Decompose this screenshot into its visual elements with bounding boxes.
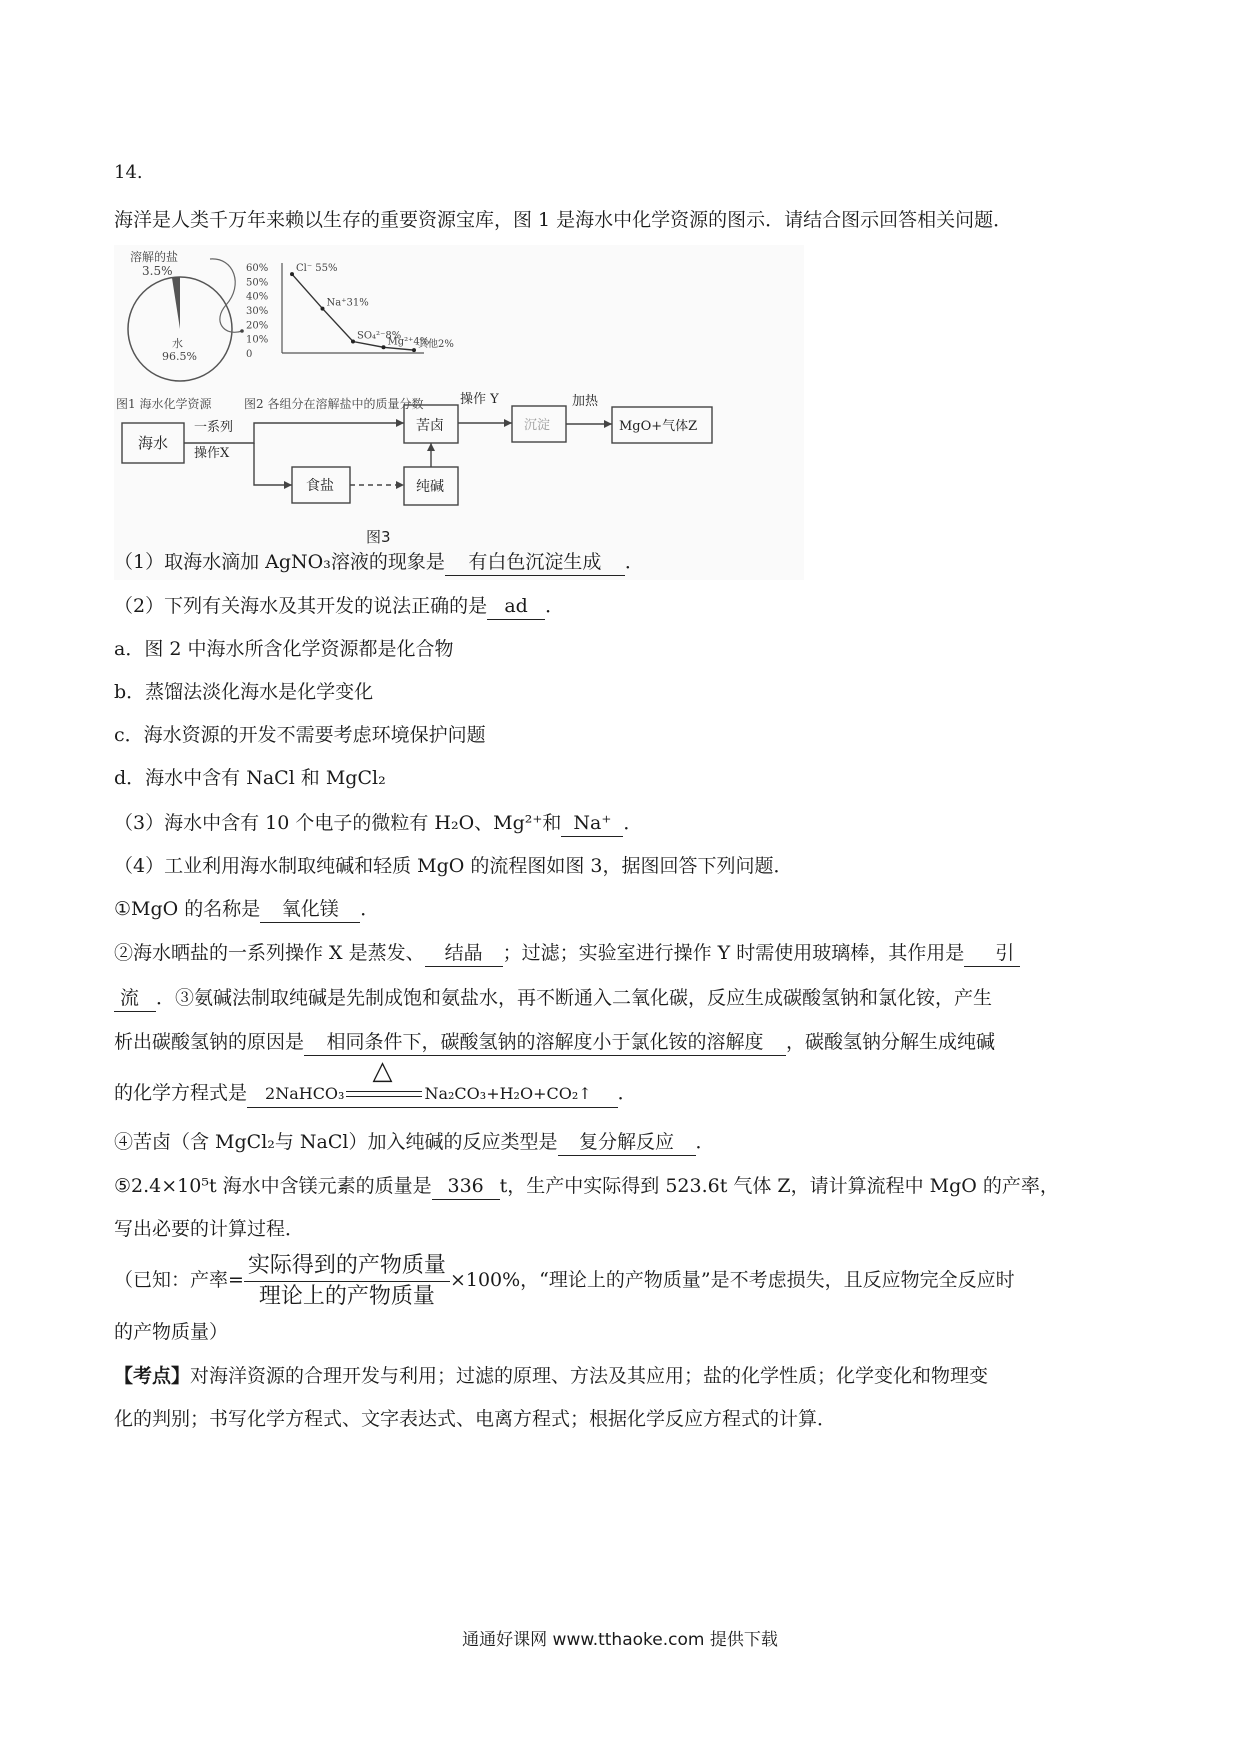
- flow-salt-label: 食盐: [306, 478, 334, 494]
- q3-text: （3）海水中含有 10 个电子的微粒有 H₂O、Mg²⁺和: [114, 812, 562, 834]
- eq-left: 2NaHCO₃: [265, 1084, 345, 1103]
- q4-2-line-c: [114, 1029, 995, 1056]
- fraction-denominator: 理论上的产物质量: [258, 1283, 435, 1309]
- option-b: b．蒸馏法淡化海水是化学变化: [114, 681, 374, 703]
- pie-caption: 图1 海水化学资源: [116, 397, 212, 411]
- flow-heat-label: 加热: [572, 394, 599, 409]
- q4-2-answer-a: 结晶: [425, 940, 503, 967]
- footer-text: 通通好课网 www.tthaoke.com 提供下载: [462, 1630, 778, 1650]
- q4-5-text-b: t，生产中实际得到 523.6t 气体 Z，请计算流程中 MgO 的产率，: [499, 1175, 1059, 1197]
- pie-label-water: 水: [172, 337, 183, 350]
- fraction-numerator: 实际得到的产物质量: [244, 1251, 450, 1282]
- q4-1-answer: 氧化镁: [260, 896, 360, 923]
- q1-text: （1）取海水滴加 AgNO₃溶液的现象是: [114, 551, 445, 573]
- option-a: a．图 2 中海水所含化学资源都是化合物: [114, 638, 454, 660]
- pie-water-pct: 96.5%: [162, 350, 197, 363]
- option-d: d．海水中含有 NaCl 和 MgCl₂: [114, 767, 386, 789]
- q4-line: （4）工业利用海水制取纯碱和轻质 MgO 的流程图如图 3，据图回答下列问题．: [114, 855, 793, 877]
- q2-line: [114, 593, 564, 620]
- yield-fraction: [244, 1251, 450, 1312]
- chart-point-label: Cl⁻ 55%: [296, 263, 338, 275]
- q4-1-end: ．: [360, 898, 380, 920]
- flow-line-to-salt: [254, 443, 292, 485]
- known-line-2: 的产物质量）: [114, 1321, 229, 1343]
- eq-sign: [346, 1055, 422, 1102]
- q4-5-line-b: 写出必要的计算过程．: [114, 1218, 305, 1240]
- flow-bittern-label: 苦卤: [416, 418, 444, 434]
- chart-y-tick-label: 40%: [246, 291, 269, 303]
- q4-2-answer-b2: 流: [114, 985, 156, 1012]
- q4-2-answer-d: 相同条件下，碳酸氢钠的溶解度小于氯化铵的溶解度: [304, 1029, 786, 1056]
- q4-5-line-a: [114, 1173, 1059, 1200]
- chart-title: 图2 各组分在溶解盐中的质量分数: [244, 397, 424, 411]
- q4-4-end: ．: [695, 1131, 715, 1153]
- q4-2-text-b: ；过滤；实验室进行操作 Y 时需使用玻璃棒，其作用是: [502, 942, 965, 964]
- flow-op-x-top: 一系列: [194, 420, 234, 435]
- pie-connector-dot: [240, 329, 244, 333]
- arrowhead-salt: [284, 481, 292, 489]
- q2-text: （2）下列有关海水及其开发的说法正确的是: [114, 595, 488, 617]
- flow-soda-label: 纯碱: [416, 479, 444, 495]
- q4-2-text-a: ②海水晒盐的一系列操作 X 是蒸发、: [114, 942, 425, 964]
- q4-2-line-a: [114, 940, 1020, 967]
- chart-y-tick-label: 60%: [246, 263, 269, 274]
- q4-1-text: ①MgO 的名称是: [114, 898, 261, 920]
- q2-answer: ad: [487, 593, 545, 620]
- chart-y-tick-label: 30%: [246, 306, 269, 317]
- kaodian-line-2: 化的判别；书写化学方程式、文字表达式、电离方程式；根据化学反应方程式的计算．: [114, 1408, 837, 1430]
- eq-condition: △: [372, 1055, 393, 1086]
- chart-point-label: Na⁺31%: [326, 297, 369, 309]
- q3-answer: Na⁺: [561, 810, 623, 837]
- q4-2-line-b: [114, 985, 992, 1012]
- chart-y-tick-label: 50%: [246, 277, 269, 289]
- q4-2-answer-b1: 引: [964, 940, 1020, 967]
- pie-salt-pct: 3.5%: [142, 264, 173, 278]
- q4-2-equation: [247, 1055, 618, 1108]
- chart-point: [351, 340, 355, 344]
- chart-point: [290, 272, 294, 276]
- pie-label-salt: 溶解的盐: [130, 250, 179, 264]
- pie-salt-slice: [172, 277, 180, 329]
- q4-2-line-d: [114, 1055, 637, 1108]
- kaodian-line-1: [114, 1363, 988, 1389]
- q4-5-text-a: ⑤2.4×10⁵t 海水中含镁元素的质量是: [114, 1175, 432, 1197]
- figure-sea-resources: [114, 245, 804, 580]
- chart-y-tick-label: 0: [246, 349, 253, 360]
- flow-product-label: MgO+气体Z: [619, 419, 698, 434]
- kaodian-text-1: 对海洋资源的合理开发与利用；过滤的原理、方法及其应用；盐的化学性质；化学变化和物理变: [190, 1365, 989, 1387]
- arrowhead-bittern: [396, 419, 404, 427]
- known-formula: [114, 1248, 1015, 1312]
- option-c: c．海水资源的开发不需要考虑环境保护问题: [114, 724, 486, 746]
- q4-4-line: [114, 1129, 715, 1156]
- q4-2-text-f: 的化学方程式是: [114, 1082, 248, 1104]
- flow-precipitate-label: 沉淀: [524, 418, 551, 433]
- known-prefix: （已知：产率=: [114, 1269, 244, 1291]
- q1-line: [114, 549, 644, 576]
- q2-end: ．: [545, 595, 565, 617]
- chart-y-ticks: [246, 263, 268, 360]
- flow-caption: 图3: [366, 528, 391, 546]
- chart-point-label: 其他2%: [418, 339, 454, 351]
- flow-seawater-label: 海水: [138, 434, 169, 452]
- chart-point: [382, 345, 386, 349]
- arrowhead-soda-up: [427, 443, 435, 451]
- kaodian-label: 【考点】: [114, 1365, 191, 1387]
- chart-point-label: SO₄²⁻8%: [357, 330, 402, 342]
- eq-right: Na₂CO₃+H₂O+CO₂↑: [424, 1084, 592, 1103]
- q4-4-text: ④苦卤（含 MgCl₂与 NaCl）加入纯碱的反应类型是: [114, 1131, 558, 1153]
- q1-answer: 有白色沉淀生成: [445, 549, 625, 576]
- q4-1-line: [114, 896, 379, 923]
- q4-2-text-e: ，碳酸氢钠分解生成纯碱: [786, 1031, 996, 1053]
- known-suffix: ×100%，“理论上的产物质量”是不考虑损失，且反应物完全反应时: [449, 1269, 1015, 1291]
- q4-2-end: ．: [617, 1082, 637, 1104]
- q4-2-text-c: ．③氨碱法制取纯碱是先制成饱和氨盐水，再不断通入二氧化碳，反应生成碳酸氢钠和氯化铵，产生: [156, 987, 993, 1009]
- q4-2-text-d: 析出碳酸氢钠的原因是: [114, 1031, 305, 1053]
- q4-4-answer: 复分解反应: [558, 1129, 696, 1156]
- arrowhead-precipitate: [504, 419, 512, 427]
- chart-point: [321, 307, 325, 311]
- q4-5-answer: 336: [432, 1173, 500, 1200]
- chart-point-label: Mg²⁺4%: [387, 336, 430, 348]
- question-intro: 海洋是人类千万年来赖以生存的重要资源宝库，图 1 是海水中化学资源的图示．请结合图示回答相关问题．: [114, 209, 1013, 231]
- flow-op-y-label: 操作 Y: [460, 392, 499, 407]
- arrowhead-soda: [396, 481, 404, 489]
- q3-line: [114, 810, 642, 837]
- pie-connector-curve: [210, 259, 242, 332]
- chart-y-tick-label: 10%: [246, 334, 269, 346]
- question-number: 14.: [114, 162, 143, 183]
- chart-point: [412, 348, 416, 352]
- flow-op-x-bottom: 操作X: [194, 446, 230, 461]
- arrowhead-product: [604, 420, 612, 428]
- q3-end: ．: [623, 812, 643, 834]
- q1-end: ．: [624, 551, 644, 573]
- chart-y-tick-label: 20%: [246, 320, 269, 332]
- chart-point-labels: [296, 263, 454, 350]
